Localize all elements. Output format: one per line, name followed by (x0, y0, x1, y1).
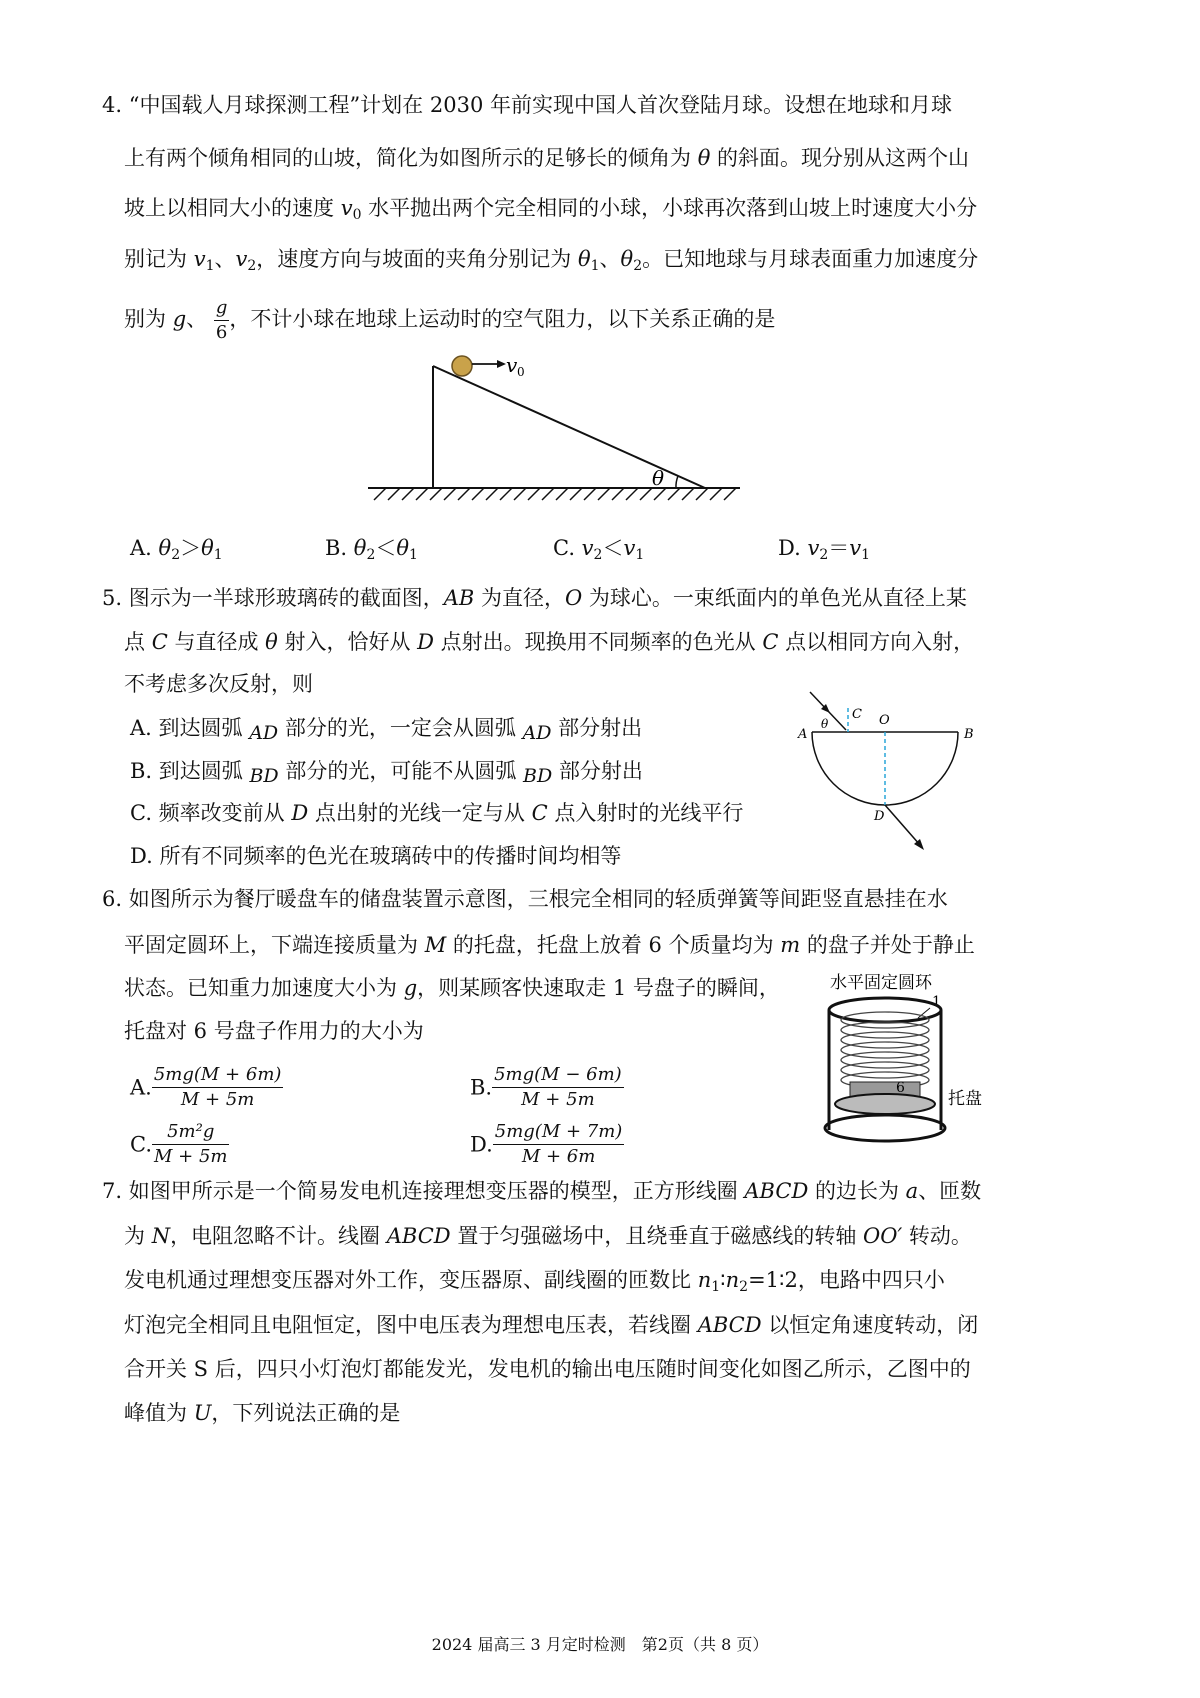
svg-text:托盘: 托盘 (948, 1089, 982, 1109)
svg-text:O: O (879, 713, 890, 728)
q5-option-a: A. 到达圆弧 AD 部分的光，一定会从圆弧 AD 部分射出 (130, 716, 643, 744)
q7-line-3: 发电机通过理想变压器对外工作，变压器原、副线圈的匝数比 $n_1∶n_2=1∶2$，电路中四只小 (124, 1268, 945, 1295)
q6-option-c: C. $\frac{\text{5m²g}}{M + 5m}$ (130, 1121, 228, 1167)
fig-v0-label: v (506, 353, 518, 377)
svg-text:0: 0 (517, 365, 525, 379)
q7-line-5: 合开关 S 后，四只小灯泡灯都能发光，发电机的输出电压随时间变化如图乙所示，乙图中的 (124, 1357, 971, 1381)
q6-plate-warmer-figure (820, 970, 1020, 1155)
q4-line-1: 4. “中国载人月球探测工程”计划在 2030 年前实现中国人首次登陆月球。设想在地球和月球 (102, 93, 952, 117)
q4-line-4: 别记为 $v_1$、$v_2$，速度方向与坡面的夹角分别记为 $\theta_1$、$\theta_2$。已知地球与月球表面重力加速度分 (124, 247, 979, 274)
q5-hemisphere-figure (790, 680, 990, 855)
svg-text:D: D (874, 809, 885, 824)
q6-option-a: A. $\frac{5mg(M + 6m)}{M + 5m}$ (130, 1064, 282, 1110)
q5-line-2: 点 C 与直径成 θ 射入，恰好从 D 点射出。现换用不同频率的色光从 C 点以相同方向入射， (124, 630, 975, 654)
q6-line-3: 状态。已知重力加速度大小为 g，则某顾客快速取走 1 号盘子的瞬间， (124, 976, 780, 1000)
ball (452, 356, 472, 376)
q5-option-d: D. 所有不同频率的色光在玻璃砖中的传播时间均相等 (130, 844, 622, 868)
svg-text:A: A (798, 727, 808, 742)
q7-line-6: 峰值为 U，下列说法正确的是 (124, 1401, 401, 1425)
g-over-6-fraction: $\frac{g}{6}$ (215, 297, 228, 343)
fig-theta-label: θ (652, 466, 665, 490)
q5-line-1: 5. 图示为一半球形玻璃砖的截面图，AB 为直径，O 为球心。一束纸面内的单色光从直径上某 (102, 586, 967, 610)
svg-text:θ: θ (821, 717, 829, 731)
q6-option-b: B. $\frac{5mg(M - 6m)}{M + 5m}$ (470, 1064, 622, 1110)
q4-line-3: 坡上以相同大小的速度 $v_0$ 水平抛出两个完全相同的小球，小球再次落到山坡上时速度大小分 (124, 196, 978, 223)
svg-text:1: 1 (932, 994, 941, 1010)
q4-option-c: C. $v_2<v_1$ (553, 536, 645, 563)
q4-option-a: A. $\theta_2>\theta_1$ (130, 536, 223, 563)
q5-line-3: 不考虑多次反射，则 (124, 672, 313, 696)
q4-incline-figure (360, 348, 750, 518)
q7-line-4: 灯泡完全相同且电阻恒定，图中电压表为理想电压表，若线圈 ABCD 以恒定角速度转动，闭 (124, 1313, 979, 1337)
q4-line-2: 上有两个倾角相同的山坡，简化为如图所示的足够长的倾角为 θ 的斜面。现分别从这两个山 (124, 146, 970, 170)
svg-text:B: B (964, 727, 974, 742)
q5-option-b: B. 到达圆弧 BD 部分的光，可能不从圆弧 BD 部分射出 (130, 759, 643, 787)
svg-text:6: 6 (896, 1080, 905, 1096)
q4-option-d: D. $v_2=v_1$ (778, 536, 871, 563)
q6-line-1: 6. 如图所示为餐厅暖盘车的储盘装置示意图，三根完全相同的轻质弹簧等间距竖直悬挂在水 (102, 887, 948, 911)
svg-text:C: C (852, 707, 862, 722)
svg-text:水平固定圆环: 水平固定圆环 (830, 973, 932, 993)
q4-line-5: 别为 g、 $\frac{g}{6}$ ，不计小球在地球上运动时的空气阻力，以下关系正确的是 (124, 297, 776, 343)
q5-option-c: C. 频率改变前从 D 点出射的光线一定与从 C 点入射时的光线平行 (130, 801, 744, 825)
page-footer: 2024 届高三 3 月定时检测 第2页（共 8 页） (431, 1635, 769, 1654)
q6-line-4: 托盘对 6 号盘子作用力的大小为 (124, 1019, 424, 1043)
q6-line-2: 平固定圆环上，下端连接质量为 M 的托盘，托盘上放着 6 个质量均为 m 的盘子并处于静止 (124, 933, 975, 957)
q7-line-1: 7. 如图甲所示是一个简易发电机连接理想变压器的模型，正方形线圈 ABCD 的边长为 a、匝数 (102, 1179, 982, 1203)
q7-line-2: 为 N，电阻忽略不计。线圈 ABCD 置于匀强磁场中，且绕垂直于磁感线的转轴 OO′ 转动。 (124, 1224, 972, 1248)
q4-option-b: B. $\theta_2<\theta_1$ (325, 536, 418, 563)
q6-option-d: D. $\frac{5mg(M + 7m)}{M + 6m}$ (470, 1121, 623, 1167)
